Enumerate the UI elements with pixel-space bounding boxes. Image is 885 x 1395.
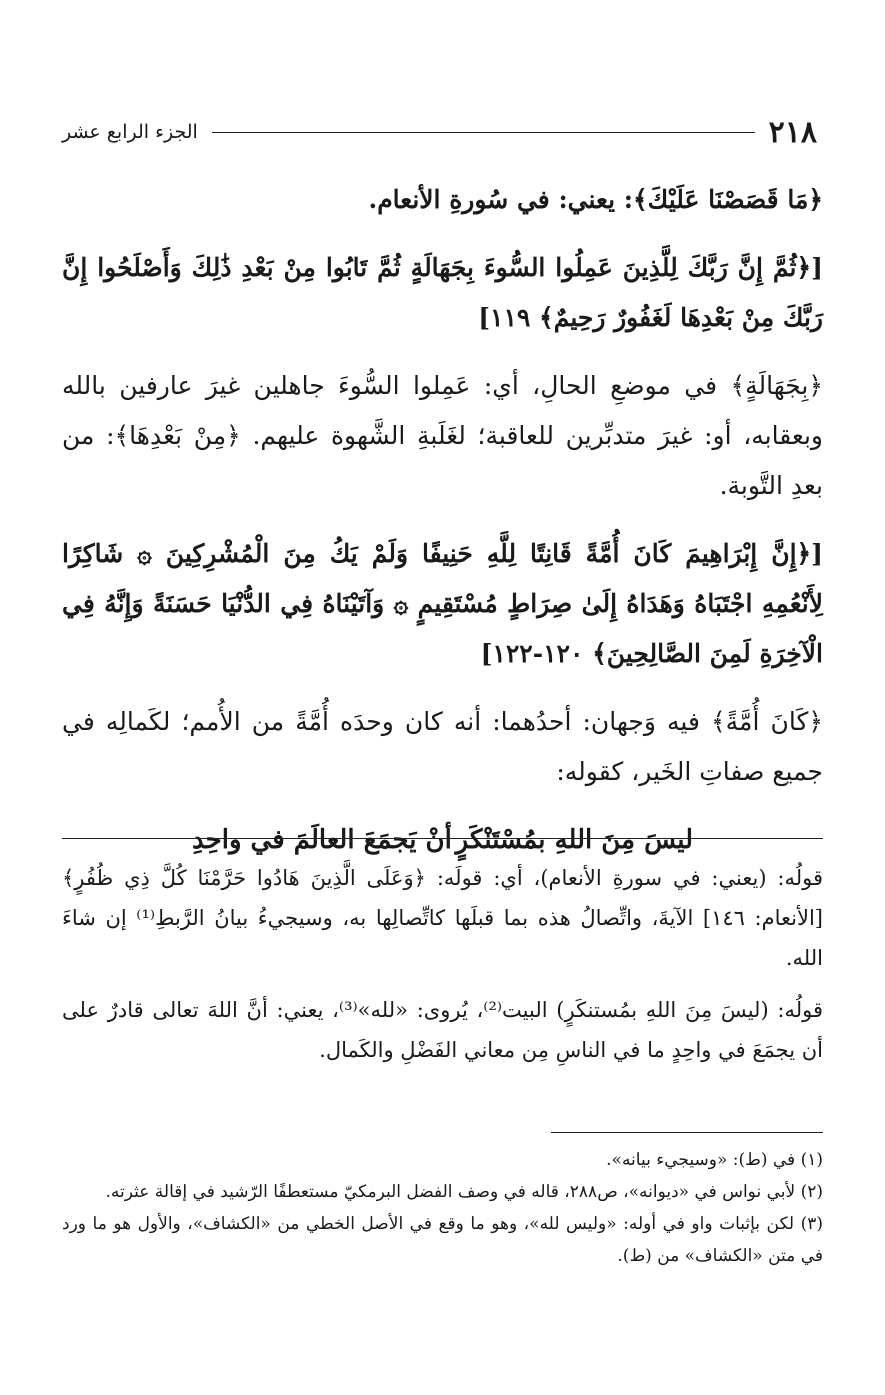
commentary-text — [62, 858, 823, 1082]
poem-left-hemistich: أنْ يَجمَعَ العالَمَ في واحِدِ — [192, 825, 452, 855]
page-header — [62, 112, 817, 152]
main-paragraph-5: ﴿كَانَ أُمَّةً﴾ فيه وَجهان: أحدُهما: أنه كان وحدَه أُمَّةً من الأُمم؛ لكَمالِه في جميع صفاتِ الخَير، كقوله: — [62, 707, 823, 786]
main-text — [62, 175, 823, 865]
quran-verses-120-122: [﴿إِنَّ إِبْرَاهِيمَ كَانَ أُمَّةً قَانِتًا لِلَّهِ حَنِيفًا وَلَمْ يَكُ مِنَ الْمُشْرِكِينَ ۞ شَاكِرًا لِأَنْعُمِهِ اجْتَبَاهُ وَهَدَاهُ إِلَىٰ صِرَاطٍ مُسْتَقِيمٍ ۞ وَآتَيْنَاهُ فِي الدُّنْيَا حَسَنَةً وَإِنَّهُ فِي الْآخِرَةِ لَمِنَ الصَّالِحِينَ﴾ ١٢٠-١٢٢] — [62, 539, 823, 668]
footnote-rule — [551, 1132, 823, 1133]
footnote-1: (١) في (ط): «وسيجيء بيانه». — [606, 1150, 823, 1170]
poem-right-hemistich: ليسَ مِنَ اللهِ بمُسْتَنْكَرٍ — [455, 825, 693, 855]
page-number: ٢١٨ — [768, 114, 817, 150]
quran-verse-119: [﴿ثُمَّ إِنَّ رَبَّكَ لِلَّذِينَ عَمِلُوا السُّوءَ بِجَهَالَةٍ ثُمَّ تَابُوا مِنْ بَعْدِ ذَٰلِكَ وَأَصْلَحُوا إِنَّ رَبَّكَ مِنْ بَعْدِهَا لَغَفُورٌ رَحِيمٌ﴾ ١١٩] — [62, 253, 823, 332]
footnote-2: (٢) لأبي نواس في «ديوانه»، ص٢٨٨، قاله في وصف الفضل البرمكيّ مستعطفًا الرّشيد في إقالة عثرته. — [105, 1182, 823, 1202]
footnotes — [62, 1144, 823, 1272]
footnote-3: (٣) لكن بإثبات واو في أوله: «وليس لله»، وهو ما وقع في الأصل الخطي من «الكشاف»، والأول هو ما ورد في متن «الكشاف» من (ط). — [62, 1214, 823, 1266]
header-rule — [212, 132, 755, 133]
commentary-divider — [62, 838, 823, 839]
commentary-paragraph-1: قولُه: (يعني: في سورةِ الأنعام)، أي: قولَه: ﴿وَعَلَى الَّذِينَ هَادُوا حَرَّمْنَا كُلَّ ذِي ظُفُرٍ﴾ [الأنعام: ١٤٦] الآيةَ، واتِّصالُ هذه بما قبلَها كاتِّصالِها به، وسيجيءُ بيانُ الرَّبطِ⁽¹⁾ إن شاءَ الله. — [62, 866, 823, 970]
main-paragraph-3: ﴿بِجَهَالَةٍ﴾ في موضعِ الحالِ، أي: عَمِلوا السُّوءَ جاهلين غيرَ عارفين بالله وبعقابه، أو: غيرَ متدبِّرين للعاقبة؛ لغَلَبةِ الشَّهوة عليهم. ﴿مِنْ بَعْدِهَا﴾: من بعدِ التَّوبة. — [62, 371, 823, 500]
main-paragraph-1: ﴿مَا قَصَصْنَا عَلَيْكَ﴾: يعني: في سُورةِ الأنعام. — [368, 185, 823, 214]
running-head: الجزء الرابع عشر — [62, 121, 198, 143]
commentary-paragraph-2: قولُه: (ليسَ مِنَ اللهِ بمُستنكَرٍ) البيت⁽²⁾، يُروى: «لله»⁽³⁾، يعني: أنَّ اللهَ تعالى قادرٌ على أن يجمَعَ في واحِدٍ ما في الناسِ مِن معاني الفَضْلِ والكَمال. — [62, 998, 823, 1062]
